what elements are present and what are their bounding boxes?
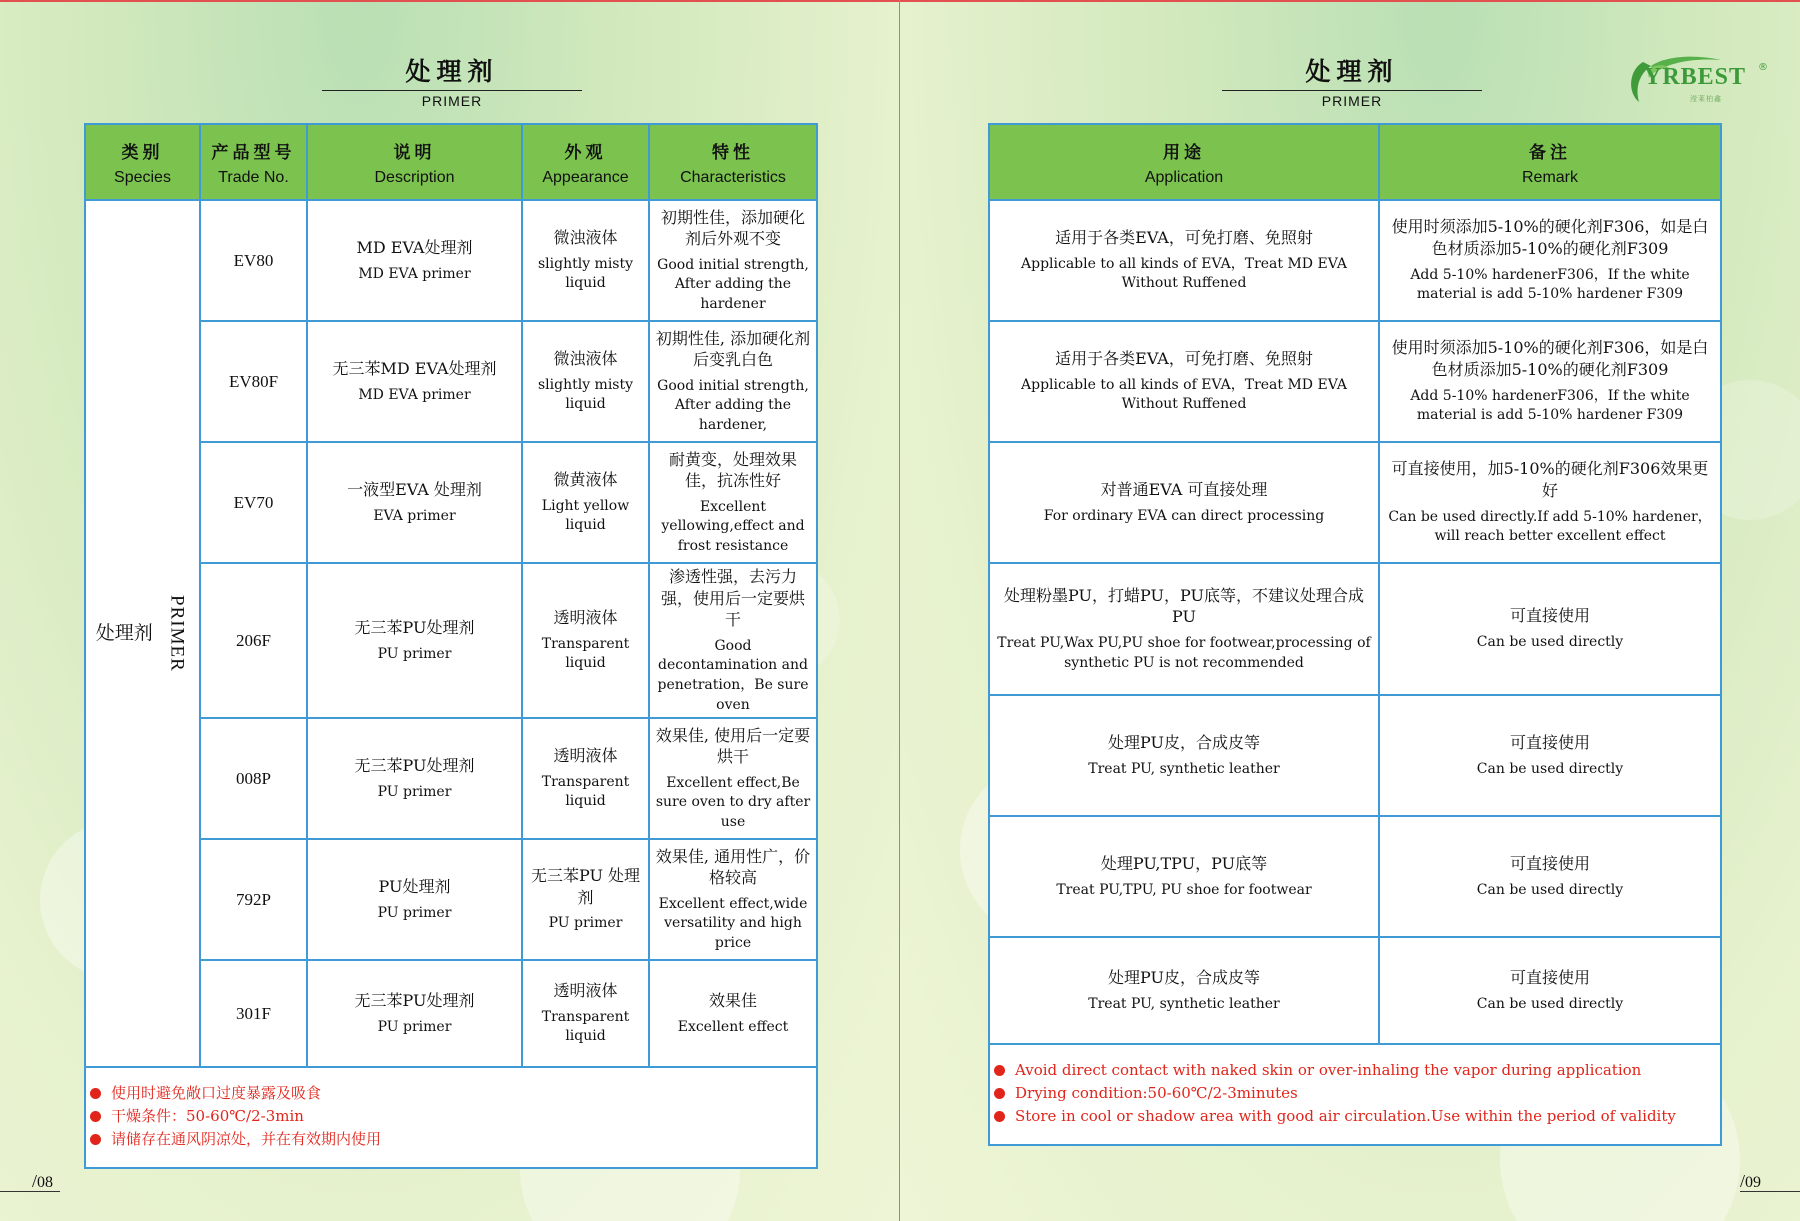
- table-row: [989, 442, 1721, 563]
- note-item: Store in cool or shadow area with good air circulation.Use within the period of validity: [994, 1105, 1714, 1128]
- remark: 使用时须添加5-10%的硬化剂F306，如是白色材质添加5-10%的硬化剂F309 Add 5-10% hardenerF306，If the white material is add 5-10% hardener F309: [1379, 200, 1721, 321]
- appearance: 透明液体 Transparent liquid: [522, 563, 649, 718]
- left-page-title: [322, 52, 582, 109]
- description: 无三苯PU处理剂 PU primer: [307, 563, 522, 718]
- red-bullet-icon: [90, 1088, 101, 1099]
- remark: 可直接使用，加5-10%的硬化剂F306效果更好 Can be used directly.If add 5-10% hardener，will reach better excellent effect: [1379, 442, 1721, 563]
- note-item: Drying condition:50-60℃/2-3minutes: [994, 1082, 1714, 1105]
- header-application: 用途 Application: [989, 124, 1379, 200]
- page-number-right: /09: [1740, 1171, 1762, 1191]
- note-item: 请储存在通风阴凉处，并在有效期内使用: [90, 1128, 810, 1151]
- characteristics: 初期性佳, 添加硬化剂后变乳白色 Good initial strength, After adding the hardener,: [649, 321, 817, 442]
- header-remark: 备注 Remark: [1379, 124, 1721, 200]
- appearance: 透明液体 Transparent liquid: [522, 960, 649, 1067]
- trade-no: EV80F: [200, 321, 307, 442]
- title-en: PRIMER: [1321, 93, 1383, 109]
- remark: 可直接使用 Can be used directly: [1379, 937, 1721, 1044]
- red-bullet-icon: [90, 1134, 101, 1145]
- right-page-title: [1222, 52, 1482, 109]
- table-row: [989, 321, 1721, 442]
- header-description: 说明 Description: [307, 124, 522, 200]
- application: 处理PU皮，合成皮等 Treat PU, synthetic leather: [989, 937, 1379, 1044]
- remark: 可直接使用 Can be used directly: [1379, 695, 1721, 816]
- header-species: 类别 Species: [85, 124, 200, 200]
- application: 处理粉墨PU，打蜡PU，PU底等，不建议处理合成PU Treat PU,Wax PU,PU shoe for footwear,processing of synthetic PU is not recommended: [989, 563, 1379, 695]
- description: 无三苯PU处理剂 PU primer: [307, 718, 522, 839]
- page-number-underline: [1740, 1191, 1800, 1192]
- red-bullet-icon: [994, 1088, 1005, 1099]
- description: MD EVA处理剂 MD EVA primer: [307, 200, 522, 321]
- table-row: [989, 200, 1721, 321]
- characteristics: 渗透性强，去污力强，使用后一定要烘干 Good decontamination and penetration，Be sure oven: [649, 563, 817, 718]
- primer-spec-table: [84, 123, 818, 1169]
- remark: 使用时须添加5-10%的硬化剂F306，如是白色材质添加5-10%的硬化剂F309 Add 5-10% hardenerF306，If the white material is add 5-10% hardener F309: [1379, 321, 1721, 442]
- page-number-underline: [0, 1191, 60, 1192]
- registered-mark: ®: [1758, 62, 1768, 73]
- appearance: 微浊液体 slightly misty liquid: [522, 200, 649, 321]
- table-row: [989, 816, 1721, 937]
- characteristics: 效果佳 Excellent effect: [649, 960, 817, 1067]
- table-row: [989, 695, 1721, 816]
- application: 处理PU皮，合成皮等 Treat PU, synthetic leather: [989, 695, 1379, 816]
- characteristics: 耐黄变，处理效果佳，抗冻性好 Excellent yellowing,effect and frost resistance: [649, 442, 817, 563]
- description: 一液型EVA 处理剂 EVA primer: [307, 442, 522, 563]
- application: 适用于各类EVA，可免打磨、免照射 Applicable to all kinds of EVA，Treat MD EVA Without Ruffened: [989, 321, 1379, 442]
- trade-no: EV80: [200, 200, 307, 321]
- logo-subtitle: 滢莱柏鑫: [1690, 95, 1722, 103]
- notes-row: [85, 1067, 817, 1168]
- notes-row: [989, 1044, 1721, 1145]
- table-row: [85, 200, 817, 321]
- description: 无三苯MD EVA处理剂 MD EVA primer: [307, 321, 522, 442]
- logo-text: YRBEST: [1644, 64, 1747, 90]
- trade-no: 206F: [200, 563, 307, 718]
- trade-no: 008P: [200, 718, 307, 839]
- application: 处理PU,TPU，PU底等 Treat PU,TPU, PU shoe for footwear: [989, 816, 1379, 937]
- header-appearance: 外观 Appearance: [522, 124, 649, 200]
- trade-no: EV70: [200, 442, 307, 563]
- header-trade-no: 产品型号 Trade No.: [200, 124, 307, 200]
- appearance: 无三苯PU 处理剂 PU primer: [522, 839, 649, 960]
- note-item: Avoid direct contact with naked skin or over-inhaling the vapor during application: [994, 1059, 1714, 1082]
- appearance: 微浊液体 slightly misty liquid: [522, 321, 649, 442]
- table-header-row: [989, 124, 1721, 200]
- species-cell: [85, 200, 200, 1067]
- table-row: [989, 563, 1721, 695]
- page-number-left: /08: [32, 1171, 54, 1191]
- species-zh: 处理剂: [95, 622, 153, 645]
- table-header-row: [85, 124, 817, 200]
- primer-application-table: [988, 123, 1722, 1146]
- notes-cell: [85, 1067, 817, 1168]
- note-item: 干燥条件：50-60℃/2-3min: [90, 1105, 810, 1128]
- red-bullet-icon: [994, 1065, 1005, 1076]
- trade-no: 301F: [200, 960, 307, 1067]
- remark: 可直接使用 Can be used directly: [1379, 816, 1721, 937]
- characteristics: 效果佳, 使用后一定要烘干 Excellent effect,Be sure oven to dry after use: [649, 718, 817, 839]
- note-item: 使用时避免敞口过度暴露及吸食: [90, 1082, 810, 1105]
- description: 无三苯PU处理剂 PU primer: [307, 960, 522, 1067]
- application: 对普通EVA 可直接处理 For ordinary EVA can direct processing: [989, 442, 1379, 563]
- title-zh: 处理剂: [1222, 52, 1482, 91]
- trade-no: 792P: [200, 839, 307, 960]
- application: 适用于各类EVA，可免打磨、免照射 Applicable to all kinds of EVA，Treat MD EVA Without Ruffened: [989, 200, 1379, 321]
- title-en: PRIMER: [421, 93, 483, 109]
- table-row: [989, 937, 1721, 1044]
- notes-cell: [989, 1044, 1721, 1145]
- species-en: PRIMER: [166, 595, 188, 672]
- header-characteristics: 特性 Characteristics: [649, 124, 817, 200]
- title-zh: 处理剂: [322, 52, 582, 91]
- characteristics: 效果佳, 通用性广，价格较高 Excellent effect,wide versatility and high price: [649, 839, 817, 960]
- characteristics: 初期性佳，添加硬化剂后外观不变 Good initial strength, After adding the hardener: [649, 200, 817, 321]
- remark: 可直接使用 Can be used directly: [1379, 563, 1721, 695]
- description: PU处理剂 PU primer: [307, 839, 522, 960]
- appearance: 微黄液体 Light yellow liquid: [522, 442, 649, 563]
- red-bullet-icon: [90, 1111, 101, 1122]
- appearance: 透明液体 Transparent liquid: [522, 718, 649, 839]
- red-bullet-icon: [994, 1111, 1005, 1122]
